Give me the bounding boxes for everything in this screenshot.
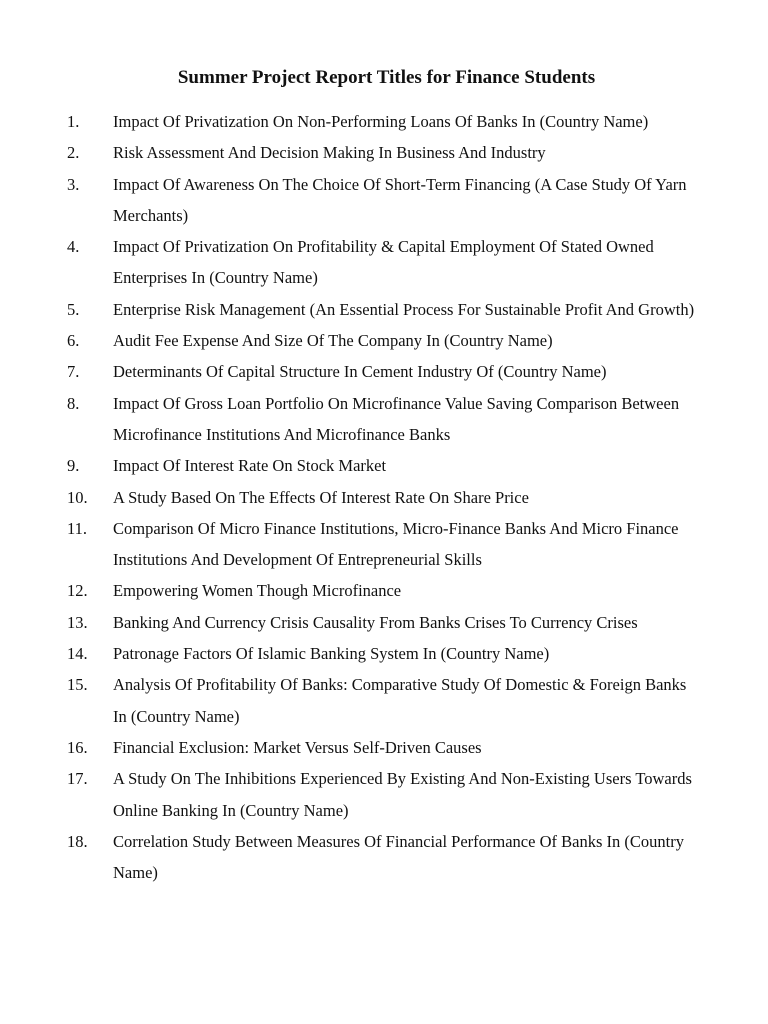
list-item xyxy=(0,231,768,294)
item-number: 15. xyxy=(67,675,88,695)
list-item xyxy=(0,169,768,232)
list-item xyxy=(0,669,768,732)
item-text: Comparison Of Micro Finance Institutions, Micro-Finance Banks And Micro Finance Institutions And Development Of Entrepreneurial Skills xyxy=(113,518,679,570)
report-titles-list xyxy=(0,106,768,888)
item-number: 18. xyxy=(67,831,88,851)
item-number: 12. xyxy=(67,581,88,601)
item-text: Empowering Women Though Microfinance xyxy=(113,581,402,601)
list-item xyxy=(0,482,768,513)
item-number: 7. xyxy=(67,362,80,382)
item-text: Financial Exclusion: Market Versus Self-Driven Causes xyxy=(113,737,482,757)
list-item xyxy=(0,607,768,638)
list-item xyxy=(0,732,768,763)
page-title: Summer Project Report Titles for Finance Students xyxy=(177,67,596,88)
item-text: Impact Of Privatization On Profitability & Capital Employment Of Stated Owned Enterprises In (Country Name) xyxy=(113,237,654,288)
list-item xyxy=(0,763,768,826)
item-number: 11. xyxy=(67,518,88,538)
item-number: 13. xyxy=(67,612,88,632)
item-number: 9. xyxy=(67,456,80,476)
item-text: Patronage Factors Of Islamic Banking System In (Country Name) xyxy=(113,644,550,664)
item-text: A Study On The Inhibitions Experienced By Existing And Non-Existing Users Towards Online Banking In (Country Name) xyxy=(113,769,692,820)
item-number: 17. xyxy=(67,769,88,789)
item-text: Banking And Currency Crisis Causality From Banks Crises To Currency Crises xyxy=(113,612,638,632)
item-text: Impact Of Interest Rate On Stock Market xyxy=(113,456,387,476)
list-item xyxy=(0,294,768,325)
item-number: 1. xyxy=(67,112,80,131)
item-text: Impact Of Gross Loan Portfolio On Microfinance Value Saving Comparison Between Microfinance Institutions And Microfinance Banks xyxy=(113,393,680,444)
item-number: 10. xyxy=(67,487,88,507)
list-item xyxy=(0,826,768,889)
item-text: Analysis Of Profitability Of Banks: Comparative Study Of Domestic & Foreign Banks In (Country Name) xyxy=(113,675,687,726)
item-text: Determinants Of Capital Structure In Cement Industry Of (Country Name) xyxy=(113,362,607,382)
item-number: 3. xyxy=(67,174,80,194)
list-item xyxy=(0,388,768,451)
list-item xyxy=(0,356,768,387)
item-text: A Study Based On The Effects Of Interest Rate On Share Price xyxy=(113,487,529,507)
item-text: Impact Of Awareness On The Choice Of Short-Term Financing (A Case Study Of Yarn Merchants) xyxy=(113,174,687,225)
list-item xyxy=(0,638,768,669)
list-item xyxy=(0,450,768,481)
item-text: Enterprise Risk Management (An Essential Process For Sustainable Profit And Growth) xyxy=(113,299,695,319)
item-number: 16. xyxy=(67,737,88,757)
list-item xyxy=(0,575,768,606)
item-text: Audit Fee Expense And Size Of The Company In (Country Name) xyxy=(113,331,553,351)
item-number: 5. xyxy=(67,299,80,319)
item-text: Risk Assessment And Decision Making In Business And Industry xyxy=(113,143,546,163)
item-text: Impact Of Privatization On Non-Performing Loans Of Banks In (Country Name) xyxy=(113,112,649,131)
list-item xyxy=(0,137,768,168)
item-number: 8. xyxy=(67,393,80,413)
list-item xyxy=(0,106,768,137)
item-number: 6. xyxy=(67,331,80,351)
item-number: 14. xyxy=(67,644,88,664)
list-item xyxy=(0,325,768,356)
item-number: 2. xyxy=(67,143,80,163)
list-item xyxy=(0,513,768,576)
item-number: 4. xyxy=(67,237,80,257)
item-text: Correlation Study Between Measures Of Financial Performance Of Banks In (Country Name) xyxy=(113,831,684,883)
